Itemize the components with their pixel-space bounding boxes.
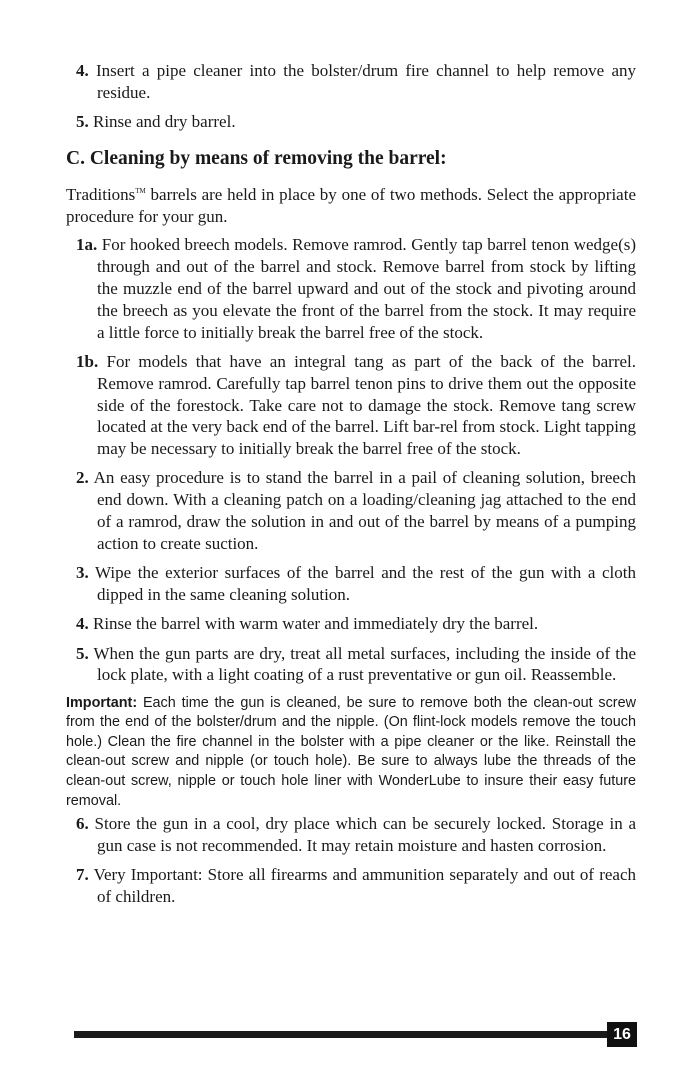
step-1a-hooked-breech xyxy=(66,234,636,343)
important-note xyxy=(66,694,636,812)
step-2-pail-cleaning xyxy=(66,467,636,554)
important-label: Important: xyxy=(66,694,138,711)
step-number: 3. xyxy=(76,563,89,583)
step-number: 4. xyxy=(76,61,89,80)
step-3-wipe-exterior xyxy=(66,562,636,606)
step-text: When the gun parts are dry, treat all metal surfaces, including the inside of the lock plate, with a light coating of a rust preventative or gun oil. Reassemble. xyxy=(93,643,637,685)
step-text: Rinse and dry barrel. xyxy=(93,112,236,132)
step-number: 4. xyxy=(76,614,89,634)
step-text: Insert a pipe cleaner into the bolster/drum fire channel to help remove any residue. xyxy=(96,61,637,102)
step-number: 1b. xyxy=(76,351,99,371)
step-text: For models that have an integral tang as part of the back of the barrel. Remove ramrod. Carefully tap barrel tenon pins to drive them out the opposite side of the forestock. Take care not to damage the stock. Remove tang screw located at the very back end of the barrel. Lift bar-rel from stock. Light tapping may be necessary to initially break the barrel free of the stock. xyxy=(97,351,637,459)
step-number: 6. xyxy=(76,814,89,834)
step-text: Rinse the barrel with warm water and immediately dry the barrel. xyxy=(93,614,539,634)
step-number: 5. xyxy=(76,112,89,132)
step-5-treat-metal xyxy=(66,643,636,687)
step-number: 5. xyxy=(76,643,89,663)
step-text: Very Important: Store all firearms and ammunition separately and out of reach of children. xyxy=(93,865,636,907)
step-number: 7. xyxy=(76,865,89,885)
step-5-rinse-dry xyxy=(66,111,636,133)
step-4-rinse-barrel xyxy=(66,613,636,635)
section-intro xyxy=(66,181,636,228)
step-text: An easy procedure is to stand the barrel in a pail of cleaning solution, breech end down. With a cleaning patch on a loading/cleaning jag attached to the end of a ramrod, draw the solution in and out of the barrel by means of a pumping action to create suction. xyxy=(93,468,637,553)
step-6-storage xyxy=(66,813,636,857)
step-number: 2. xyxy=(76,468,89,488)
step-text: Wipe the exterior surfaces of the barrel and the rest of the gun with a cloth dipped in the same cleaning solution. xyxy=(95,563,636,604)
manual-page xyxy=(66,60,636,915)
page-number: 16 xyxy=(607,1022,637,1047)
intro-text: barrels are held in place by one of two methods. Select the appropriate procedure for your gun. xyxy=(66,184,636,226)
step-text: Store the gun in a cool, dry place which can be securely locked. Storage in a gun case is not recommended. It may retain moisture and hasten corrosion. xyxy=(94,814,636,855)
step-7-very-important xyxy=(66,864,636,908)
brand-name: Traditions xyxy=(66,184,136,204)
footer-rule xyxy=(74,1031,612,1038)
trademark-symbol: TM xyxy=(135,186,146,195)
section-heading: C. Cleaning by means of removing the barrel: xyxy=(66,147,447,169)
step-4-remove-residue xyxy=(66,60,636,104)
step-1b-integral-tang xyxy=(66,351,636,460)
step-number: 1a. xyxy=(76,235,98,255)
important-text: Each time the gun is cleaned, be sure to remove both the clean-out screw from the end of the bolster/drum and the nipple. (On flint-lock models remove the touch hole.) Clean the fire channel in the bolster with a pipe cleaner or the like. Reinstall the clean-out screw and nipple (or touch hole). Be sure to always lube the threads of the clean-out screw, nipple or touch hole liner with WonderLube to insure their easy future removal. xyxy=(66,694,636,809)
step-text: For hooked breech models. Remove ramrod. Gently tap barrel tenon wedge(s) through and out of the barrel and stock. Remove barrel from stock by lifting the muzzle end of the barrel upward and out of the stock and pivoting around the breech as you elevate the front of the barrel from the stock. It may require a little force to initially break the barrel free of the stock. xyxy=(97,235,637,342)
